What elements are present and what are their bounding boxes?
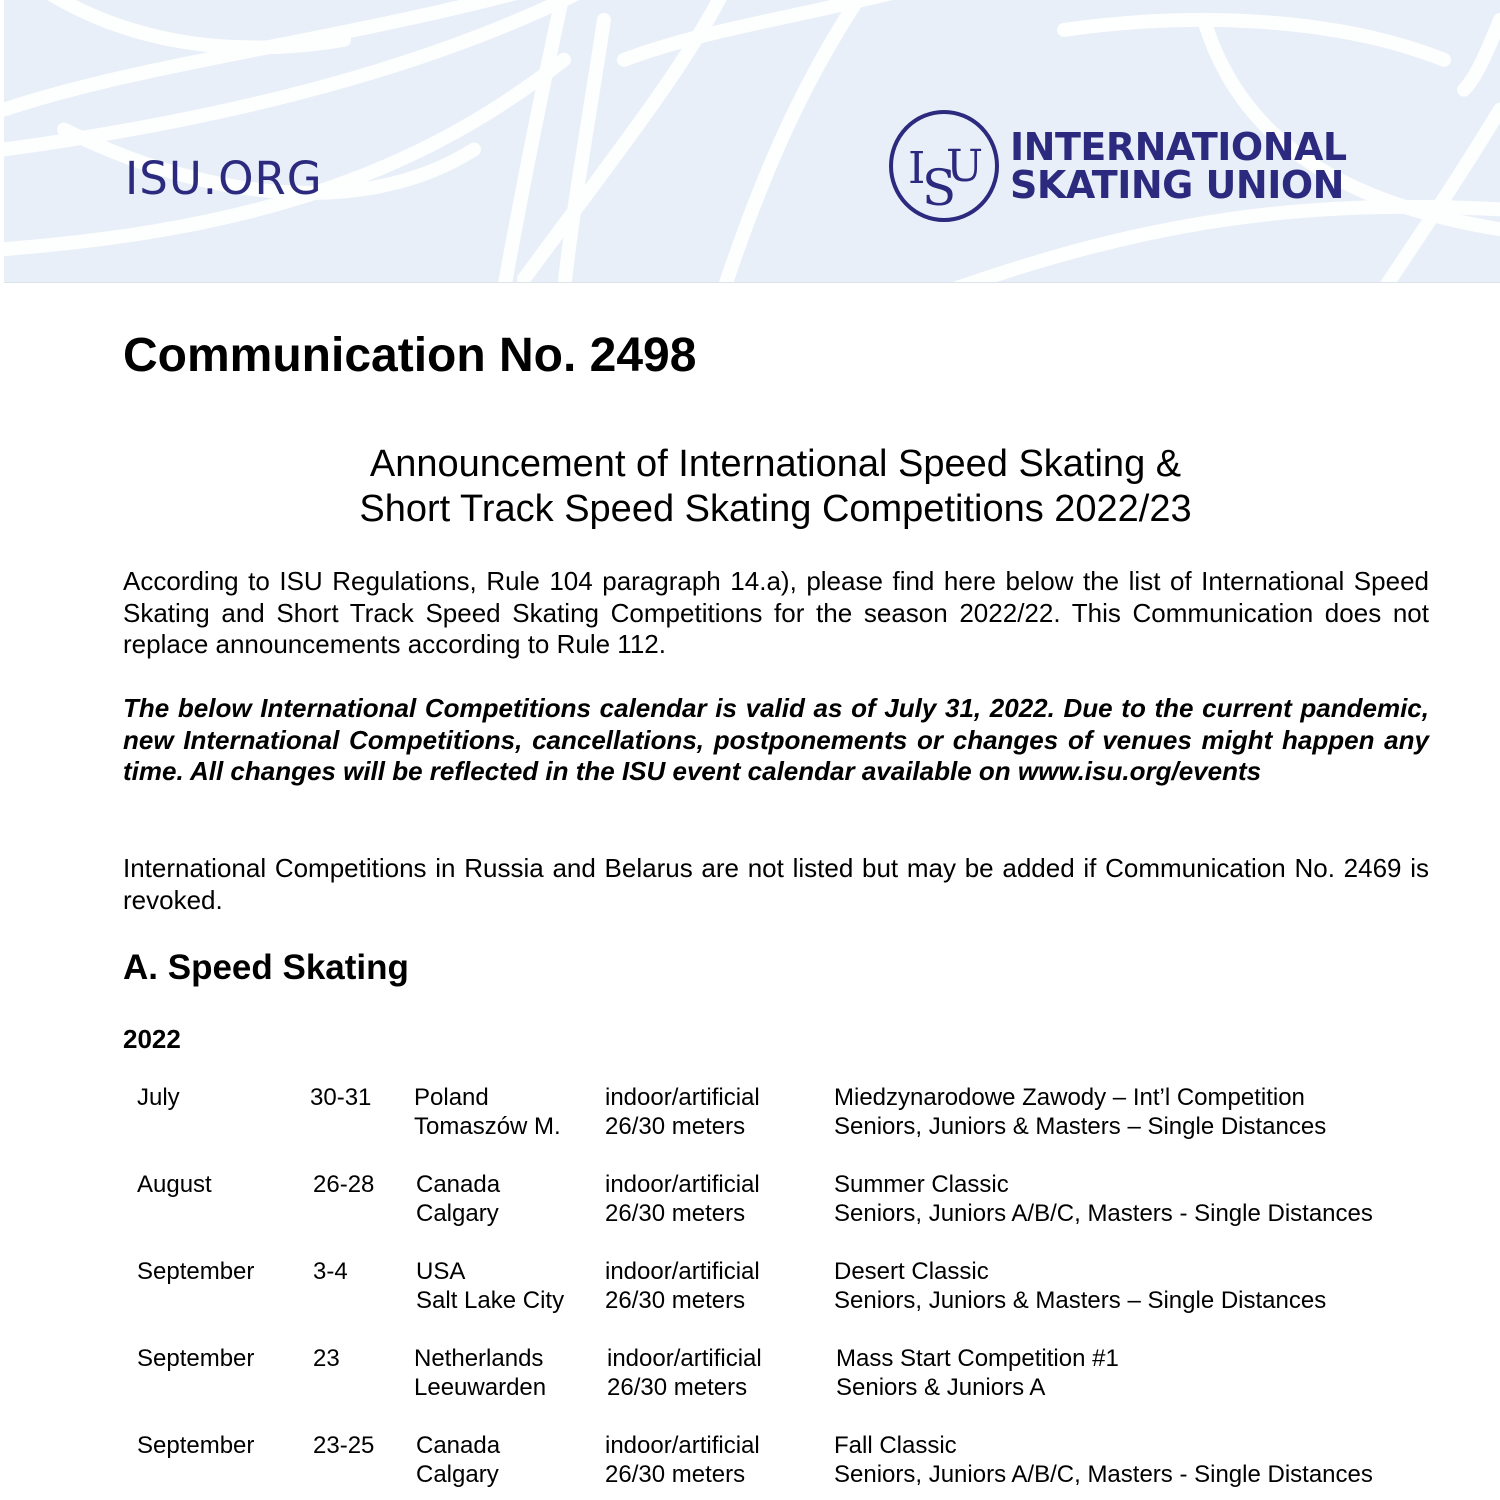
event-rink-type: indoor/artificial <box>605 1432 760 1459</box>
event-month: August <box>137 1171 212 1198</box>
event-name: Fall Classic <box>834 1432 957 1459</box>
event-categories: Seniors, Juniors A/B/C, Masters - Single Distances <box>834 1461 1373 1488</box>
event-month: September <box>137 1258 255 1285</box>
event-rink <box>605 1083 760 1141</box>
event-venue <box>414 1083 561 1141</box>
event-city: Calgary <box>416 1200 499 1227</box>
subtitle-line-2: Short Track Speed Skating Competitions 2022/23 <box>359 488 1192 530</box>
event-month: September <box>137 1345 255 1372</box>
event-name: Desert Classic <box>834 1258 989 1285</box>
event-rink-type: indoor/artificial <box>607 1345 762 1372</box>
isu-logo <box>888 108 1347 224</box>
event-name: Miedzynarodowe Zawody – Int’l Competition <box>834 1084 1305 1111</box>
event-days: 23-25 <box>313 1432 375 1459</box>
section-heading-speed-skating: A. Speed Skating <box>123 948 409 987</box>
event-rink-type: indoor/artificial <box>605 1258 760 1285</box>
year-heading: 2022 <box>123 1024 181 1054</box>
logo-line-2: SKATING UNION <box>1010 163 1344 207</box>
event-categories: Seniors & Juniors A <box>836 1374 1046 1401</box>
event-rink-size: 26/30 meters <box>605 1200 746 1227</box>
event-country: Netherlands <box>414 1345 544 1372</box>
event-city: Salt Lake City <box>416 1287 565 1314</box>
event-competition <box>834 1257 1326 1315</box>
event-city: Calgary <box>416 1461 499 1488</box>
isu-org-link[interactable]: ISU.ORG <box>125 152 323 205</box>
event-days: 30-31 <box>310 1084 372 1111</box>
event-name: Summer Classic <box>834 1171 1009 1198</box>
event-name: Mass Start Competition #1 <box>836 1345 1119 1372</box>
event-categories: Seniors, Juniors A/B/C, Masters - Single Distances <box>834 1200 1373 1227</box>
event-venue <box>416 1257 564 1315</box>
event-rink <box>605 1257 760 1315</box>
russia-belarus-notice: International Competitions in Russia and Belarus are not listed but may be added if Communication No. 2469 is revoked. <box>123 853 1429 915</box>
event-row <box>0 1344 1500 1431</box>
event-month: September <box>137 1432 255 1459</box>
event-categories: Seniors, Juniors & Masters – Single Distances <box>834 1287 1327 1314</box>
event-rink-size: 26/30 meters <box>607 1374 748 1401</box>
event-country: Canada <box>416 1432 501 1459</box>
event-country: Poland <box>414 1084 489 1111</box>
event-rink-size: 26/30 meters <box>605 1287 746 1314</box>
svg-text:I: I <box>908 143 926 194</box>
event-rink-size: 26/30 meters <box>605 1113 746 1140</box>
event-categories: Seniors, Juniors & Masters – Single Distances <box>834 1113 1327 1140</box>
event-row <box>0 1257 1500 1344</box>
subtitle-line-1: Announcement of International Speed Skating & <box>369 443 1182 485</box>
event-city: Leeuwarden <box>414 1374 547 1401</box>
logo-line-1: INTERNATIONAL <box>1010 125 1347 169</box>
event-venue <box>416 1170 500 1228</box>
calendar-notice-paragraph: The below International Competitions calendar is valid as of July 31, 2022. Due to the current pandemic, new International Competitions, cancellations, postponements or changes of venues might happen any time. All changes will be reflected in the ISU event calendar available on www.isu.org/events <box>123 693 1429 786</box>
event-month: July <box>137 1084 180 1111</box>
event-rink <box>605 1170 760 1228</box>
event-country: Canada <box>416 1171 501 1198</box>
event-venue <box>416 1431 500 1489</box>
event-competition <box>834 1170 1373 1228</box>
isu-emblem-icon <box>888 109 1000 223</box>
event-rink-type: indoor/artificial <box>605 1084 760 1111</box>
event-days: 23 <box>313 1345 340 1372</box>
event-row <box>0 1170 1500 1257</box>
event-competition <box>834 1083 1326 1141</box>
intro-paragraph: According to ISU Regulations, Rule 104 paragraph 14.a), please find here below the list of International Speed Skating and Short Track Speed Skating Competitions for the season 2022/22. This Communication does not replace announcements according to Rule 112. <box>123 566 1429 659</box>
logo-wordmark <box>1010 125 1347 207</box>
document-subtitle <box>123 442 1428 532</box>
svg-text:U: U <box>946 141 984 192</box>
event-row <box>0 1083 1500 1170</box>
event-city: Tomaszów M. <box>414 1113 561 1140</box>
event-days: 26-28 <box>313 1171 375 1198</box>
event-competition <box>836 1344 1119 1402</box>
event-rink-type: indoor/artificial <box>605 1171 760 1198</box>
page-title: Communication No. 2498 <box>123 329 697 382</box>
event-rink <box>607 1344 762 1402</box>
event-days: 3-4 <box>313 1258 348 1285</box>
svg-text:S: S <box>922 159 957 217</box>
event-rink-size: 26/30 meters <box>605 1461 746 1488</box>
event-competition <box>834 1431 1373 1489</box>
event-country: USA <box>416 1258 466 1285</box>
event-rink <box>605 1431 760 1489</box>
events-list <box>0 1083 1500 1500</box>
event-venue <box>414 1344 546 1402</box>
event-row <box>0 1431 1500 1500</box>
